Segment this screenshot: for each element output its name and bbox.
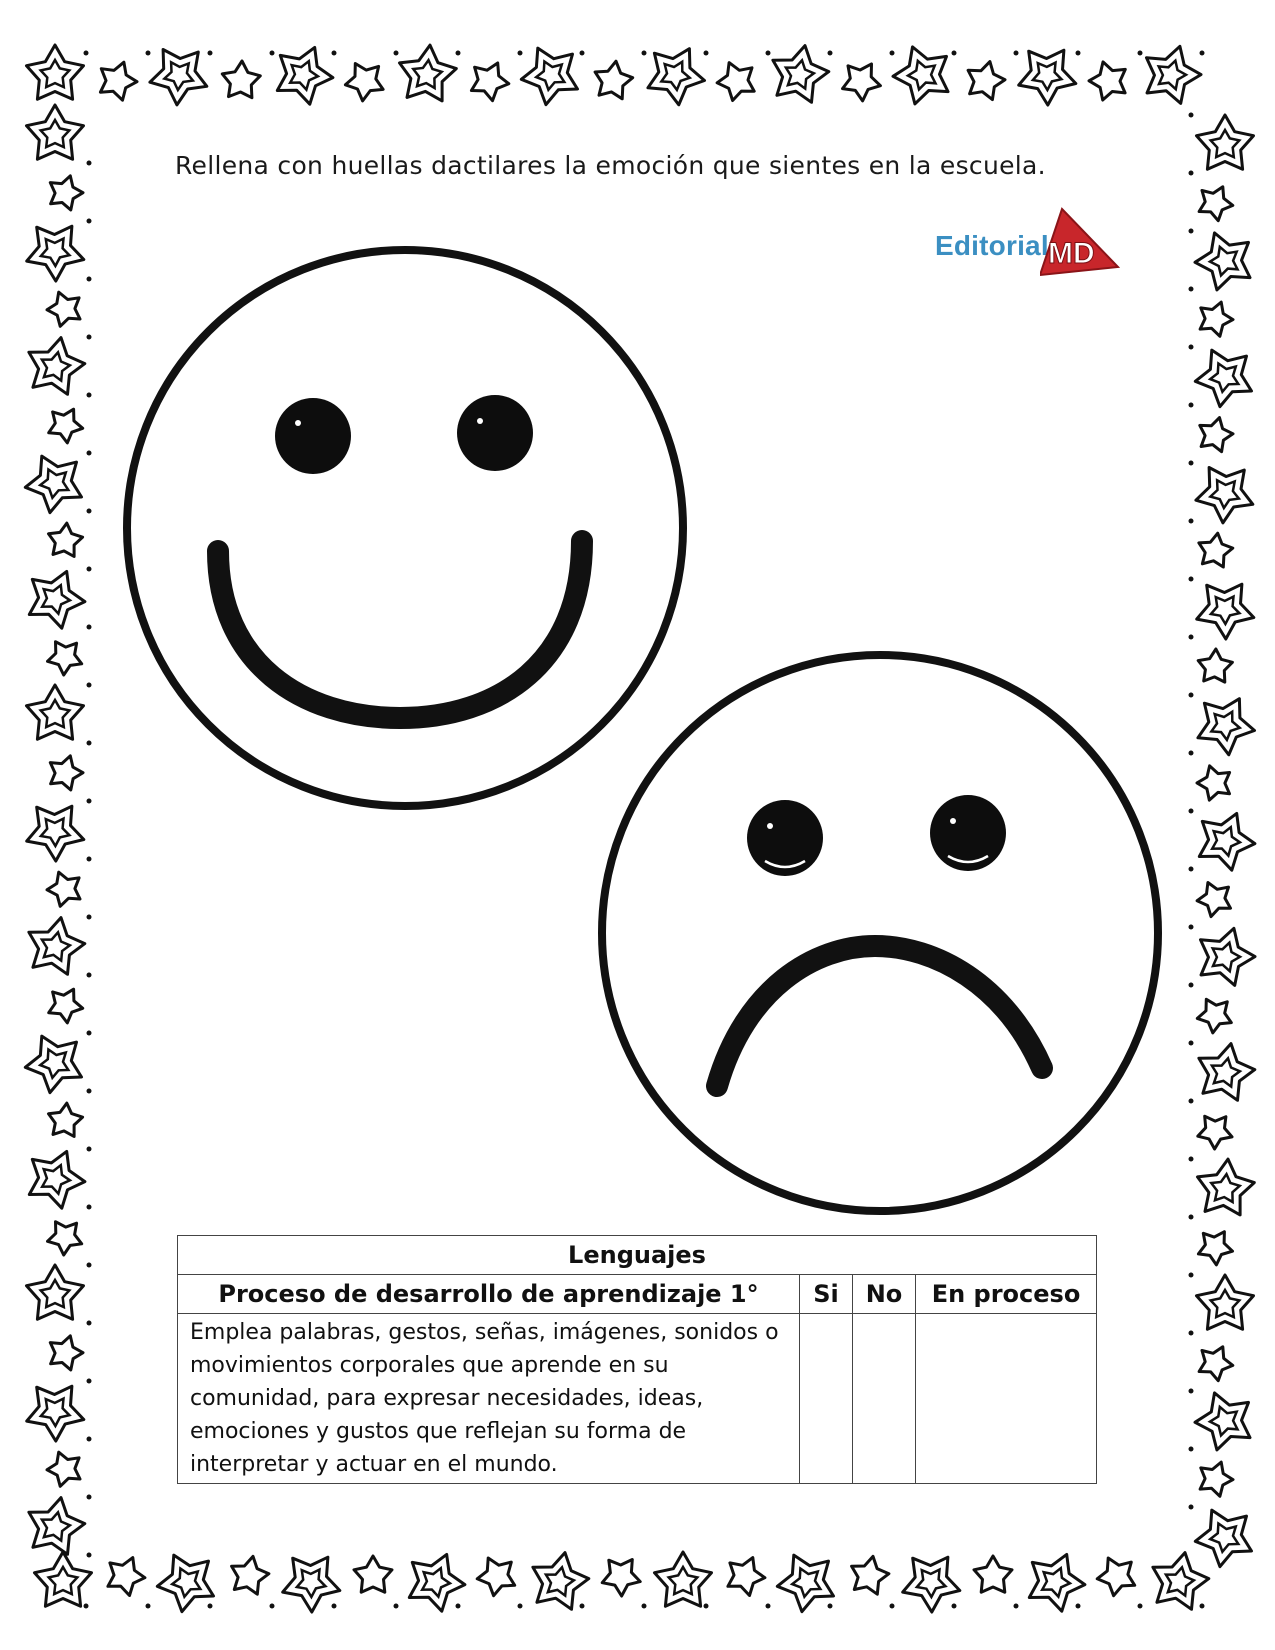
star-icon [968, 62, 1005, 100]
star-dot [1189, 577, 1194, 582]
star-dot [146, 51, 151, 56]
star-dot [1189, 1505, 1194, 1510]
star-dot [87, 625, 92, 630]
star-dot [87, 857, 92, 862]
star-icon [843, 64, 881, 101]
star-icon [852, 1556, 889, 1594]
star-dot [704, 51, 709, 56]
table-title: Lenguajes [178, 1236, 1097, 1275]
star-dot [642, 51, 647, 56]
cell-no[interactable] [853, 1314, 916, 1484]
star-icon [27, 1265, 84, 1319]
star-icon [1198, 1116, 1232, 1149]
star-icon [1200, 302, 1233, 336]
star-icon [157, 1555, 213, 1612]
star-dot [1189, 1389, 1194, 1394]
star-icon [1196, 468, 1253, 523]
header-en-proceso: En proceso [916, 1275, 1097, 1314]
star-dot [890, 51, 895, 56]
star-icon [1197, 766, 1230, 800]
happy-right-eye [457, 395, 533, 471]
star-icon [1197, 115, 1254, 169]
star-dot [1189, 1041, 1194, 1046]
star-dot [1189, 519, 1194, 524]
star-dot [394, 51, 399, 56]
star-icon [1197, 584, 1254, 639]
star-dot [87, 741, 92, 746]
star-icon [49, 989, 83, 1023]
star-dot [1189, 1215, 1194, 1220]
star-dot [87, 451, 92, 456]
star-dot [642, 1604, 647, 1609]
star-icon [232, 1556, 269, 1594]
star-dot [766, 1604, 771, 1609]
star-icon [27, 685, 84, 739]
star-dot [1200, 51, 1205, 56]
star-dot [1189, 113, 1194, 118]
star-dot [208, 1604, 213, 1609]
star-icon [477, 1558, 515, 1596]
star-dot [1014, 51, 1019, 56]
star-icon [400, 45, 457, 101]
logo-text: Editorial [935, 230, 1049, 261]
star-dot [828, 1604, 833, 1609]
star-dot [87, 567, 92, 572]
instruction-text: Rellena con huellas dactilares la emoción que sientes en la escuela. [175, 151, 1046, 180]
star-dot [270, 1604, 275, 1609]
star-icon [49, 523, 83, 556]
editorial-md-logo [935, 205, 1120, 285]
star-icon [27, 105, 84, 159]
sad-right-eye [930, 795, 1006, 871]
sad-left-eye [747, 800, 823, 876]
star-dot [952, 1604, 957, 1609]
table-row [178, 1314, 1097, 1484]
star-icon [1201, 928, 1256, 985]
star-icon [29, 918, 85, 975]
star-dot [146, 1604, 151, 1609]
star-dot [87, 973, 92, 978]
star-icon [717, 63, 754, 101]
star-icon [1197, 883, 1230, 917]
star-dot [87, 1205, 92, 1210]
star-dot [87, 915, 92, 920]
star-icon [903, 1557, 960, 1612]
header-process: Proceso de desarrollo de aprendizaje 1° [178, 1275, 800, 1314]
star-dot [1138, 1604, 1143, 1609]
star-icon [1097, 1558, 1135, 1596]
star-icon [29, 1151, 85, 1208]
star-icon [602, 1560, 640, 1597]
star-dot [87, 335, 92, 340]
star-icon [108, 1558, 145, 1596]
star-dot [890, 1604, 895, 1609]
star-dot [1014, 1604, 1019, 1609]
star-icon [1029, 1554, 1085, 1611]
star-dot [1189, 1099, 1194, 1104]
star-icon [29, 571, 85, 628]
sad-face[interactable] [595, 648, 1165, 1218]
star-icon [49, 1103, 83, 1136]
star-icon [1199, 187, 1233, 221]
star-dot [87, 1089, 92, 1094]
star-dot [456, 1604, 461, 1609]
star-dot [1189, 461, 1194, 466]
star-icon [29, 338, 85, 395]
star-icon [27, 226, 84, 281]
logo-mark-text: MD [1048, 237, 1095, 270]
star-icon [283, 1557, 340, 1612]
star-icon [533, 1553, 589, 1610]
row-description: Emplea palabras, gestos, señas, imágenes, sonidos o movimientos corporales que aprende en su comunidad, para expresar necesidades, ideas, emociones y gustos que reflejan su forma de interpretar y actuar en el mundo. [178, 1314, 800, 1484]
star-dot [828, 51, 833, 56]
star-icon [50, 1336, 83, 1370]
star-dot [1076, 51, 1081, 56]
star-dot [1189, 1331, 1194, 1336]
star-icon [100, 62, 137, 100]
star-dot [84, 1604, 89, 1609]
star-dot [332, 1604, 337, 1609]
star-dot [1189, 925, 1194, 930]
header-no: No [853, 1275, 916, 1314]
star-dot [87, 1147, 92, 1152]
star-dot [1200, 1604, 1205, 1609]
star-icon [1195, 1393, 1250, 1450]
star-dot [580, 51, 585, 56]
header-si: Si [800, 1275, 853, 1314]
star-icon [648, 49, 705, 105]
star-dot [87, 683, 92, 688]
star-dot [1189, 809, 1194, 814]
star-icon [50, 756, 83, 790]
star-icon [354, 1556, 392, 1592]
star-dot [1189, 1447, 1194, 1452]
star-dot [332, 51, 337, 56]
star-dot [87, 1321, 92, 1326]
star-icon [48, 1222, 82, 1255]
star-icon [25, 1036, 81, 1093]
star-icon [50, 176, 83, 210]
star-icon [655, 1552, 712, 1606]
star-dot [580, 1604, 585, 1609]
star-dot [766, 51, 771, 56]
star-icon [1199, 1044, 1255, 1101]
star-dot [1189, 345, 1194, 350]
star-dot [1189, 1273, 1194, 1278]
star-dot [270, 51, 275, 56]
star-icon [893, 47, 948, 104]
star-icon [277, 47, 333, 104]
evaluation-table [177, 1235, 1097, 1484]
star-icon [1195, 350, 1251, 407]
star-dot [87, 1379, 92, 1384]
star-icon [1198, 649, 1232, 682]
star-dot [208, 51, 213, 56]
star-dot [87, 1031, 92, 1036]
star-icon [471, 63, 508, 101]
star-icon [1199, 1347, 1233, 1381]
star-icon [1199, 813, 1255, 870]
star-icon [27, 45, 84, 99]
star-dot [952, 51, 957, 56]
star-icon [222, 61, 260, 98]
star-dot [1076, 1604, 1081, 1609]
star-icon [1153, 1553, 1209, 1610]
star-icon [48, 642, 82, 675]
star-icon [1195, 233, 1250, 290]
star-icon [777, 1555, 833, 1612]
star-icon [47, 872, 80, 906]
star-icon [1198, 1232, 1232, 1265]
star-icon [521, 48, 577, 105]
star-dot [1189, 1157, 1194, 1162]
star-dot [1189, 635, 1194, 640]
star-dot [87, 219, 92, 224]
star-icon [1200, 418, 1233, 452]
star-icon [1198, 1159, 1255, 1215]
star-icon [25, 456, 81, 512]
star-dot [87, 1263, 92, 1268]
star-icon [773, 46, 829, 103]
star-icon [1197, 1275, 1254, 1329]
star-icon [345, 64, 383, 101]
star-icon [27, 1386, 84, 1441]
star-dot [87, 1495, 92, 1500]
star-icon [974, 1556, 1012, 1592]
star-icon [27, 806, 84, 861]
star-dot [1189, 287, 1194, 292]
star-icon [150, 50, 207, 105]
logo-triangle-icon [1040, 205, 1120, 285]
star-dot [87, 161, 92, 166]
star-dot [1189, 229, 1194, 234]
happy-left-eye [275, 398, 351, 474]
star-dot [704, 1604, 709, 1609]
star-dot [518, 1604, 523, 1609]
star-icon [1199, 533, 1233, 567]
star-icon [29, 1498, 85, 1555]
star-icon [728, 1558, 765, 1596]
star-dot [87, 393, 92, 398]
star-icon [49, 409, 83, 443]
star-icon [595, 61, 633, 99]
star-icon [1197, 999, 1231, 1033]
star-dot [87, 277, 92, 282]
cell-si[interactable] [800, 1314, 853, 1484]
star-dot [1189, 983, 1194, 988]
star-dot [1189, 693, 1194, 698]
star-icon [1089, 62, 1125, 100]
star-dot [87, 799, 92, 804]
star-dot [87, 509, 92, 514]
star-icon [1147, 46, 1202, 103]
star-dot [456, 51, 461, 56]
star-icon [409, 1554, 465, 1611]
cell-en-proceso[interactable] [916, 1314, 1097, 1484]
star-dot [1189, 171, 1194, 176]
star-icon [1198, 699, 1255, 755]
star-dot [87, 1437, 92, 1442]
star-icon [1019, 50, 1076, 105]
star-dot [1189, 867, 1194, 872]
star-dot [1138, 51, 1143, 56]
star-icon [47, 292, 80, 326]
star-dot [1189, 403, 1194, 408]
star-dot [394, 1604, 399, 1609]
star-icon [35, 1552, 92, 1606]
star-dot [87, 1553, 92, 1558]
star-icon [1200, 1462, 1233, 1496]
star-icon [47, 1452, 80, 1486]
star-dot [518, 51, 523, 56]
star-dot [1189, 751, 1194, 756]
star-dot [84, 51, 89, 56]
star-icon [1195, 1510, 1251, 1567]
